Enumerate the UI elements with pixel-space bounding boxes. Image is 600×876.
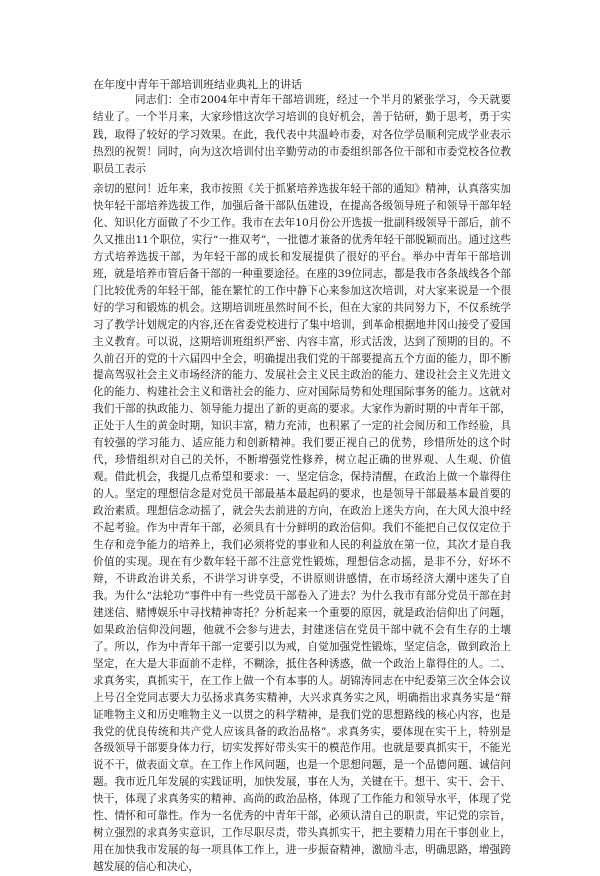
opening-paragraph: 同志们：全市2004年中青年干部培训班，经过一个半月的紧张学习，今天就要结业了。一个半月来，大家珍惜这次学习培训的良好机会，善于钻研，勤于思考，勇于实践，取得了较好的学习效果。在此，我代表中共温岭市委，对各位学员顺利完成学业表示热烈的祝贺！同时，向为这次培训付出辛勤劳动的市委组织部各位干部和市委党校各位教职员工表示 — [93, 94, 511, 176]
speech-body: 亲切的慰问！近年来，我市按照《关于抓紧培养选拔年轻干部的通知》精神，认真落实加快年轻干部培养选拔工作，加强后备干部队伍建设，在提高各级领导班子和领导干部年轻化、知识化方面做了不少工作。我市在去年10月份公开选拔一批副科级领导干部后，前不久又推出11个职位，实行“一推双考”，一批德才兼备的优秀年轻干部脱颖而出。通过这些方式培养选拔干部，为年轻干部的成长和发展提供了很好的平台。举办中青年干部培训班，就是培养市管后备干部的一种重要途径。在座的39位同志，都是我市各条战线各个部门比较优秀的年轻干部，能在繁忙的工作中静下心来参加这次培训，对大家来说是一个很好的学习和锻炼的机会。这期培训班虽然时间不长，但在大家的共同努力下，不仅系统学习了教学计划规定的内容,还在省委党校进行了集中培训，到革命根据地井冈山接受了爱国主义教育。可以说，这期培训班组织严密、内容丰富，形式活泼，达到了预期的目的。不久前召开的党的十六届四中全会，明确提出我们党的干部要提高五个方面的能力，即不断提高驾驭社会主义市场经济的能力、发展社会主义民主政治的能力、建设社会主义先进文化的能力、构建社会主义和谐社会的能力、应对国际局势和处理国际事务的能力。这就对我们干部的执政能力、领导能力提出了新的更高的要求。大家作为新时期的中青年干部，正处于人生的黄金时期，知识丰富，精力充沛，也积累了一定的社会阅历和工作经验，具有较强的学习能力、适应能力和创新精神。我们要正视自己的优势，珍惜所处的这个时代，珍惜组织对自己的关怀，不断增强党性修养，树立起正确的世界观、人生观、价值观。借此机会，我提几点希望和要求：一、坚定信念，保持清醒，在政治上做一个靠得住的人。坚定的理想信念是对党员干部最基本最起码的要求，也是领导干部最基本最首要的政治素质。理想信念动摇了，就会失去前进的方向，在政治上迷失方向，在大风大浪中经不起考验。作为中青年干部，必须具有十分鲜明的政治信仰。我们不能把自己仅仅定位于生存和竞争能力的培养上，我们必须将党的事业和人民的利益放在第一位，其次才是自我价值的实现。现在有少数年轻干部不注意党性锻炼，理想信念动摇，是非不分，好坏不辩，不讲政治讲关系，不讲学习讲享受，不讲原则讲感情，在市场经济大潮中迷失了自我。为什么“法轮功”事件中有一些党员干部卷入了进去？为什么我市有部分党员干部在封建迷信、赌博娱乐中寻找精神寄托？分析起来一个重要的原因，就是政治信仰出了问题，如果政治信仰没问题，他就不会参与进去，封建迷信在党员干部中就不会有生存的土壤了。所以，作为中青年干部一定要引以为戒，自觉加强党性锻炼，坚定信念，做到政治上坚定，在大是大非面前不走样，不糊涂，抵住各种诱惑，做一个政治上靠得住的人。二、求真务实，真抓实干，在工作上做一个有本事的人。胡锦涛同志在中纪委第三次全体会议上号召全党同志要大力弘扬求真务实精神，大兴求真务实之风，明确指出求真务实是“辩证唯物主义和历史唯物主义一以贯之的科学精神，是我们党的思想路线的核心内容，也是我党的优良传统和共产党人应该具备的政治品格”。求真务实，要体现在实干上，特别是各级领导干部要身体力行，切实发挥好带头实干的模范作用。也就是要真抓实干，不能光说不干，做表面文章。在工作上作风问题，也是一个思想问题，是一个品德问题、诚信问题。我市近几年发展的实践证明，加快发展，事在人为，关键在干。想干、实干、会干、快干，体现了求真务实的精神、高尚的政治品格，体现了工作能力和领导水平，体现了党性、情怀和可靠性。作为一名优秀的中青年干部，必须认清自己的职责，牢记党的宗旨，树立强烈的求真务实意识，工作尽职尽责，带头真抓实干，把主要精力用在干事创业上，用在加快我市发展的每一项具体工作上，进一步振奋精神，激励斗志，明确思路，增强跨越发展的信心和决心， — [93, 183, 511, 874]
speech-title: 在年度中青年干部培训班结业典礼上的讲话 — [93, 78, 302, 91]
